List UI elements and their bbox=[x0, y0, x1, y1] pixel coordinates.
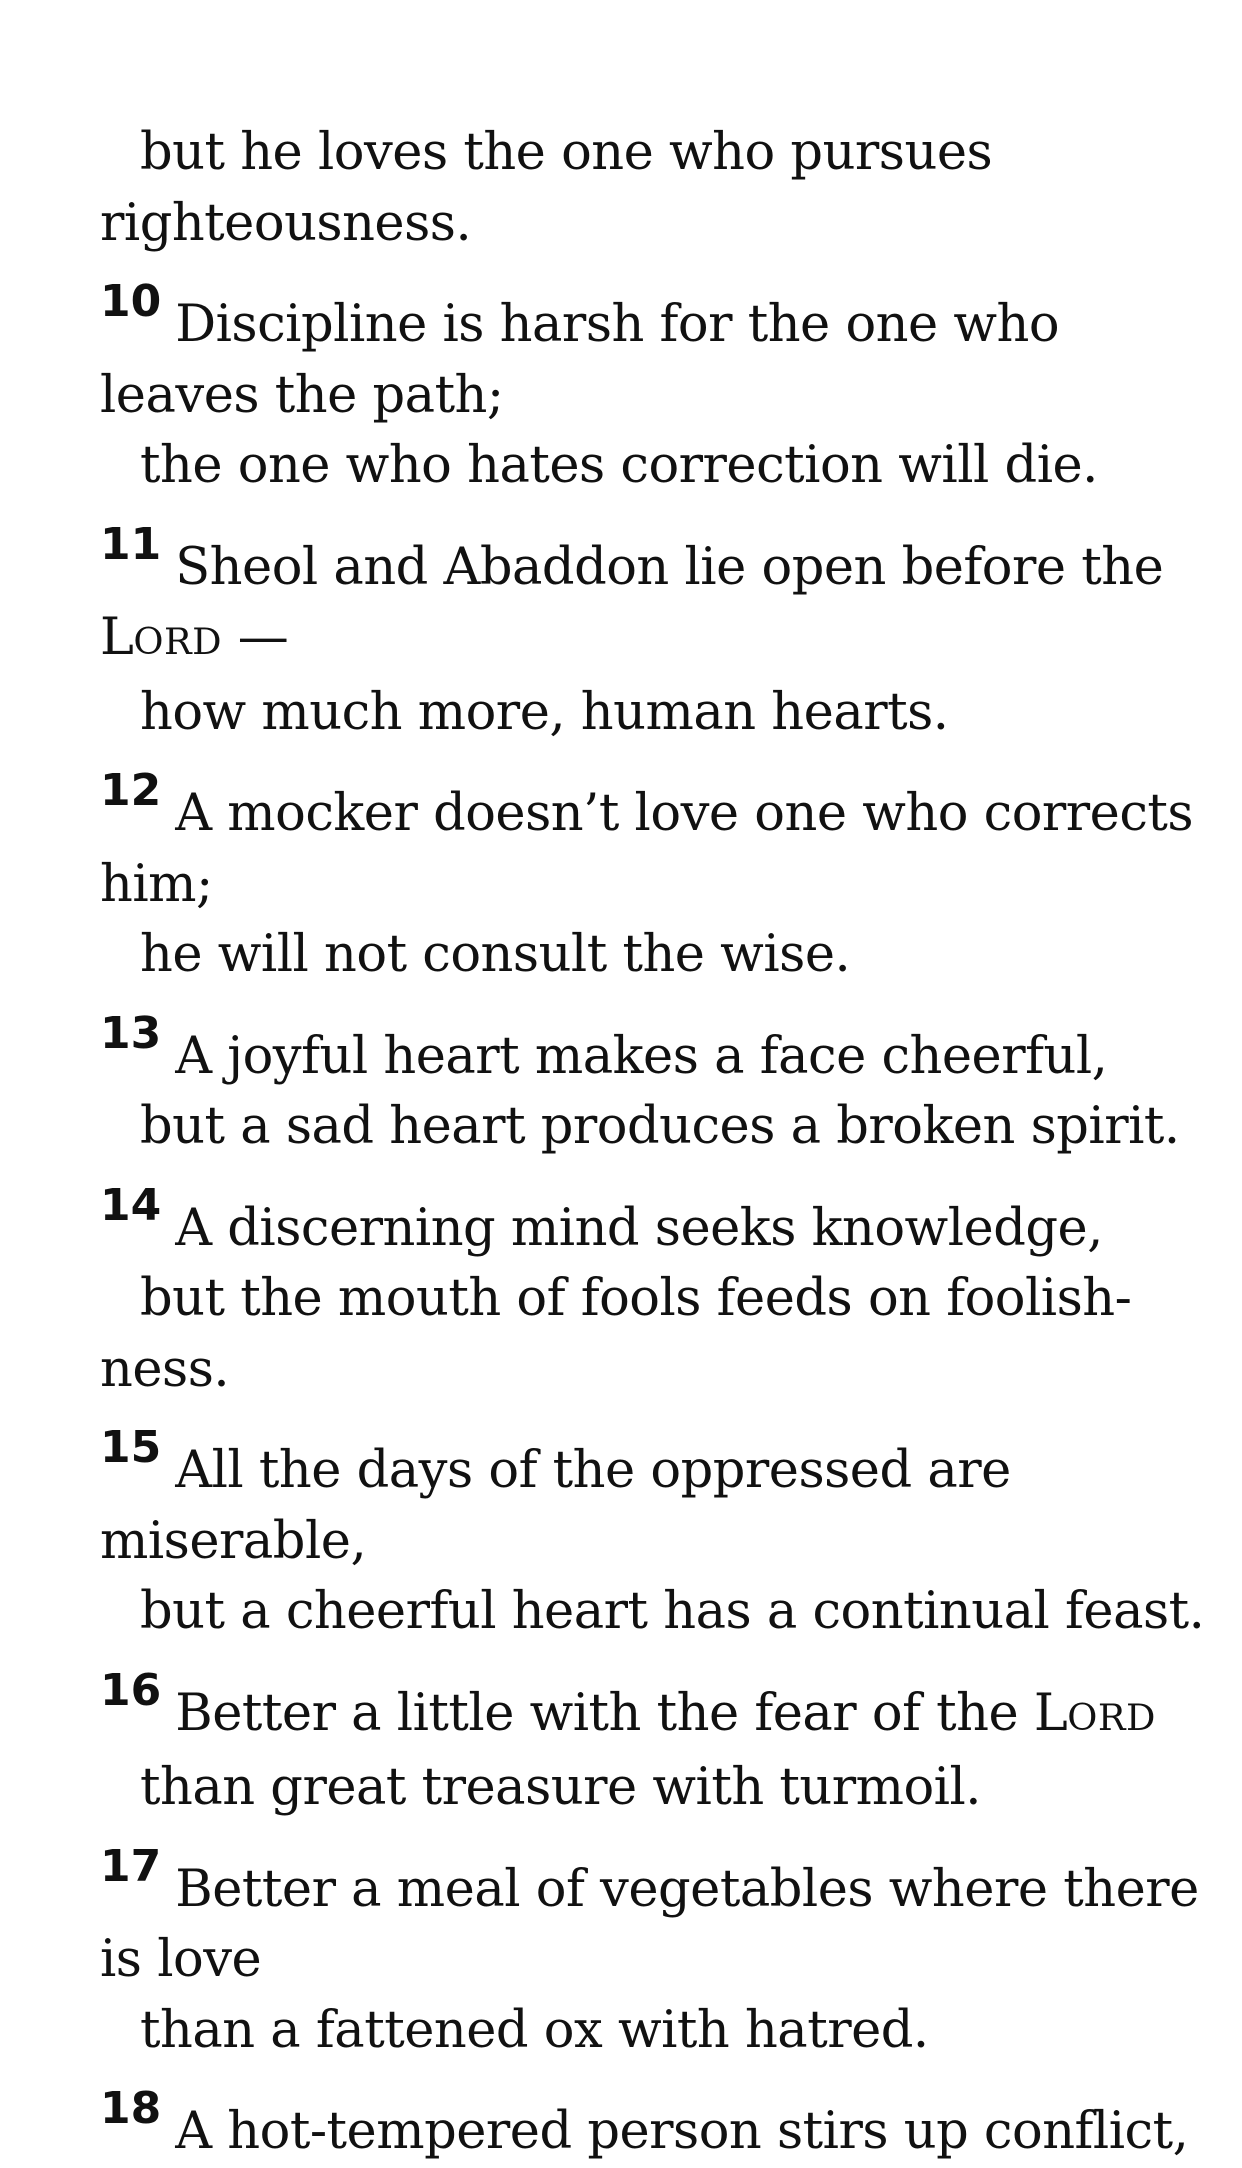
verse-11-line-1: Sheol and Abaddon lie open before the bbox=[175, 537, 1164, 597]
verse-10-line-2: leaves the path; bbox=[100, 365, 504, 425]
verse-15-line-3: but a cheerful heart has a continual feast. bbox=[140, 1582, 1205, 1641]
verse-17-line-3: than a fattened ox with hatred. bbox=[140, 2000, 929, 2060]
verse-number-17[interactable]: 17 bbox=[100, 1840, 162, 1892]
verse-14-line-3: ness. bbox=[100, 1339, 230, 1399]
verse-12-line-1: A mocker doesn’t love one who corrects bbox=[175, 784, 1194, 843]
verse-14-line-2: but the mouth of fools feeds on foolish- bbox=[140, 1269, 1132, 1328]
verse-16-line-2: than great treasure with turmoil. bbox=[140, 1758, 982, 1817]
verse-10-line-1: Discipline is harsh for the one who bbox=[175, 295, 1060, 354]
verse-11-line-2-tail: — bbox=[222, 608, 289, 667]
verse-16 bbox=[100, 1664, 1200, 1754]
verse-9-line-2: righteousness. bbox=[100, 193, 472, 253]
verse-13 bbox=[100, 1007, 1200, 1093]
divine-name-initial: L bbox=[1033, 1683, 1068, 1743]
verse-13-line-2: but a sad heart produces a broken spirit. bbox=[140, 1097, 1180, 1156]
verse-17-line-1: Better a meal of vegetables where there bbox=[175, 1859, 1199, 1919]
verse-12 bbox=[100, 765, 1200, 850]
verse-number-18[interactable]: 18 bbox=[100, 2083, 162, 2134]
verse-16-line-1: Better a little with the fear of the bbox=[175, 1683, 1034, 1743]
verse-10-line-3: the one who hates correction will die. bbox=[140, 436, 1098, 495]
verse-17-line-2: is love bbox=[100, 1930, 262, 1989]
verse-11-line-3: how much more, human hearts. bbox=[140, 682, 949, 742]
verse-number-13[interactable]: 13 bbox=[100, 1007, 162, 1059]
verse-15 bbox=[100, 1422, 1200, 1507]
verse-number-11[interactable]: 11 bbox=[100, 518, 162, 570]
verse-18 bbox=[100, 2083, 1200, 2168]
verse-10 bbox=[100, 276, 1200, 361]
verse-number-10[interactable]: 10 bbox=[100, 276, 162, 327]
verse-15-line-2: miserable, bbox=[100, 1511, 367, 1571]
divine-name-smallcaps: ORD bbox=[133, 620, 223, 663]
verse-12-line-2: him; bbox=[100, 854, 213, 914]
verse-number-16[interactable]: 16 bbox=[100, 1664, 162, 1716]
verse-number-15[interactable]: 15 bbox=[100, 1422, 162, 1473]
verse-14 bbox=[100, 1179, 1200, 1265]
reading-pane[interactable] bbox=[100, 118, 1205, 2168]
verse-11-line-2 bbox=[100, 603, 1200, 678]
verse-9-line-1: but he loves the one who pursues bbox=[140, 123, 993, 182]
verse-12-line-3: he will not consult the wise. bbox=[140, 925, 851, 984]
verse-15-line-1: All the days of the oppressed are bbox=[175, 1441, 1011, 1500]
verse-number-12[interactable]: 12 bbox=[100, 765, 162, 816]
verse-13-line-1: A joyful heart makes a face cheerful, bbox=[175, 1026, 1108, 1086]
divine-name-initial: L bbox=[100, 608, 134, 667]
divine-name-smallcaps: ORD bbox=[1067, 1695, 1156, 1739]
verse-17 bbox=[100, 1840, 1200, 1926]
verse-number-14[interactable]: 14 bbox=[100, 1179, 162, 1231]
verse-11 bbox=[100, 518, 1200, 604]
verse-14-line-1: A discerning mind seeks knowledge, bbox=[175, 1198, 1103, 1258]
verse-18-line-1: A hot-tempered person stirs up conflict, bbox=[175, 2102, 1189, 2161]
